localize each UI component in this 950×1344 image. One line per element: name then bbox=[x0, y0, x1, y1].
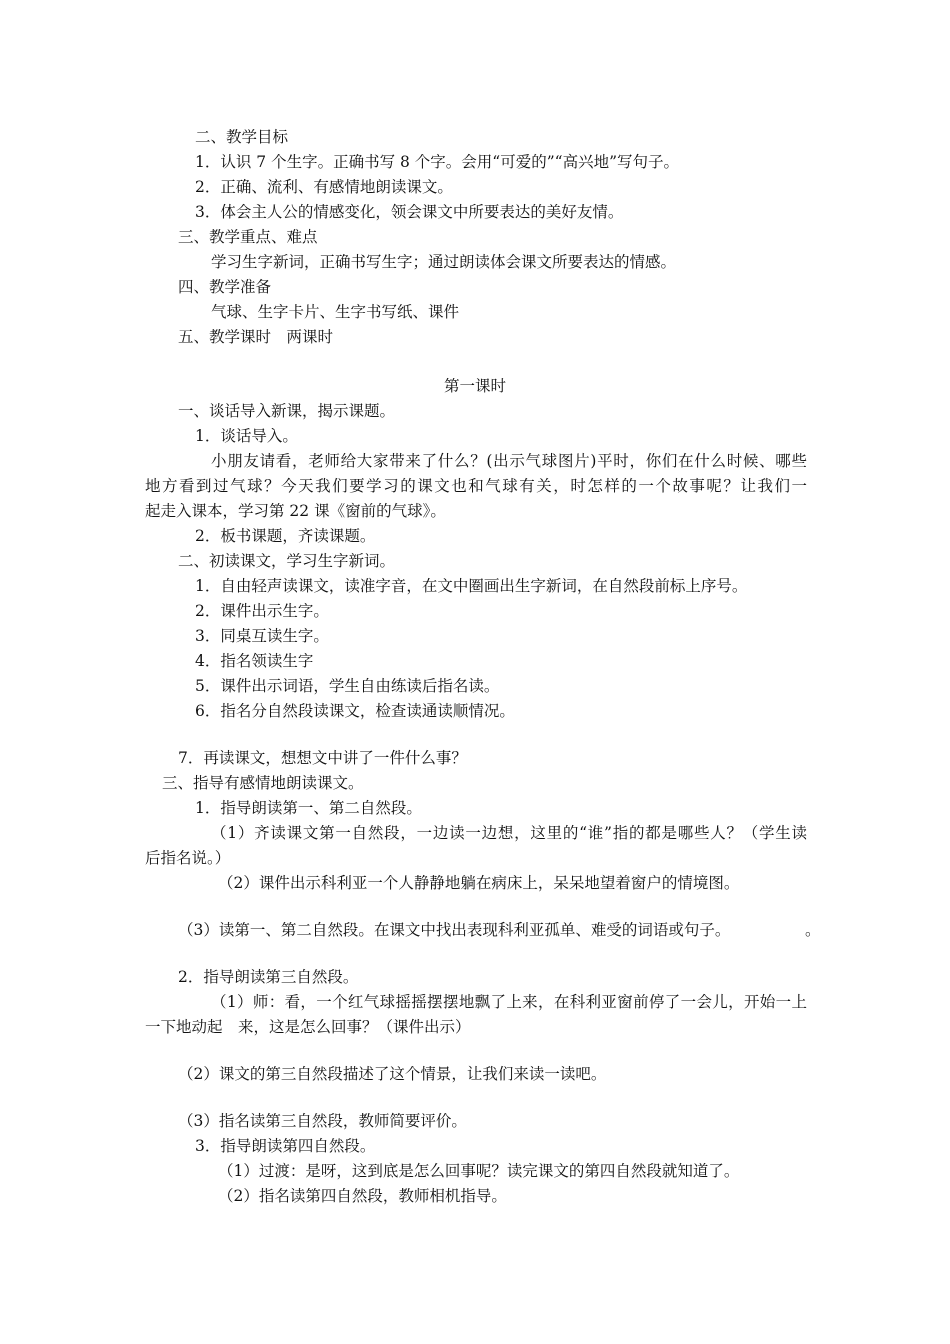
part-heading-guided-reading: 三、指导有感情地朗读课文。 bbox=[162, 774, 364, 792]
paragraph-line: 后指名说。） bbox=[145, 849, 231, 867]
list-item: 6．指名分自然段读课文，检查读通读顺情况。 bbox=[195, 702, 515, 720]
paragraph-line: 起走入课本，学习第 22 课《窗前的气球》。 bbox=[145, 502, 446, 520]
list-item: 3．同桌互读生字。 bbox=[195, 627, 329, 645]
paragraph-line: （3）读第一、第二自然段。在课文中找出表现科利亚孤单、难受的词语或句子。 bbox=[178, 921, 731, 939]
paragraph-line: 小朋友请看，老师给大家带来了什么？(出示气球图片)平时，你们在什么时候、哪些 bbox=[211, 452, 807, 470]
section-heading-key-points: 三、教学重点、难点 bbox=[178, 228, 318, 246]
objective-item-2: 2．正确、流利、有感情地朗读课文。 bbox=[195, 178, 453, 196]
paragraph-line: 地方看到过气球？今天我们要学习的课文也和气球有关，时怎样的一个故事呢？让我们一 bbox=[145, 477, 807, 495]
paragraph-line: （2）课文的第三自然段描述了这个情景，让我们来读一读吧。 bbox=[178, 1065, 607, 1083]
section-heading-periods: 五、教学课时 两课时 bbox=[178, 328, 334, 346]
paragraph-line: （1）齐读课文第一自然段，一边读一边想，这里的“谁”指的都是哪些人？（学生读 bbox=[211, 824, 807, 842]
paragraph-line: （1）师：看，一个红气球摇摇摆摆地飘了上来，在科利亚窗前停了一会儿，开始一上 bbox=[211, 993, 807, 1011]
part-heading-first-reading: 二、初读课文，学习生字新词。 bbox=[178, 552, 396, 570]
list-item: 2．指导朗读第三自然段。 bbox=[178, 968, 359, 986]
list-item: 7．再读课文，想想文中讲了一件什么事？ bbox=[178, 749, 467, 767]
section-heading-objectives: 二、教学目标 bbox=[195, 128, 289, 146]
list-item: 2．板书课题，齐读课题。 bbox=[195, 527, 376, 545]
trailing-punctuation: 。 bbox=[805, 921, 821, 939]
list-item: 1．谈话导入。 bbox=[195, 427, 298, 445]
paragraph-line: （2）课件出示科利亚一个人静静地躺在病床上，呆呆地望着窗户的情境图。 bbox=[218, 874, 740, 892]
list-item: 3．指导朗读第四自然段。 bbox=[195, 1137, 376, 1155]
list-item: 1．指导朗读第一、第二自然段。 bbox=[195, 799, 422, 817]
paragraph-line: （1）过渡：是呀，这到底是怎么回事呢？读完课文的第四自然段就知道了。 bbox=[218, 1162, 740, 1180]
paragraph-line: （3）指名读第三自然段，教师简要评价。 bbox=[178, 1112, 467, 1130]
lesson-title: 第一课时 bbox=[443, 377, 506, 395]
objective-item-1: 1．认识 7 个生字。正确书写 8 个字。会用“可爱的”“高兴地”写句子。 bbox=[195, 153, 679, 171]
list-item: 1．自由轻声读课文，读准字音，在文中圈画出生字新词，在自然段前标上序号。 bbox=[195, 577, 748, 595]
paragraph-line: （2）指名读第四自然段，教师相机指导。 bbox=[218, 1187, 507, 1205]
part-heading-introduction: 一、谈话导入新课，揭示课题。 bbox=[178, 402, 396, 420]
list-item: 2．课件出示生字。 bbox=[195, 602, 329, 620]
preparation-text: 气球、生字卡片、生字书写纸、课件 bbox=[211, 303, 460, 321]
objective-item-3: 3．体会主人公的情感变化，领会课文中所要表达的美好友情。 bbox=[195, 203, 624, 221]
section-heading-preparation: 四、教学准备 bbox=[178, 278, 272, 296]
list-item: 4．指名领读生字 bbox=[195, 652, 314, 670]
paragraph-line: 一下地动起 来，这是怎么回事？（课件出示） bbox=[145, 1018, 471, 1036]
list-item: 5．课件出示词语，学生自由练读后指名读。 bbox=[195, 677, 500, 695]
key-points-text: 学习生字新词，正确书写生字；通过朗读体会课文所要表达的情感。 bbox=[211, 253, 677, 271]
